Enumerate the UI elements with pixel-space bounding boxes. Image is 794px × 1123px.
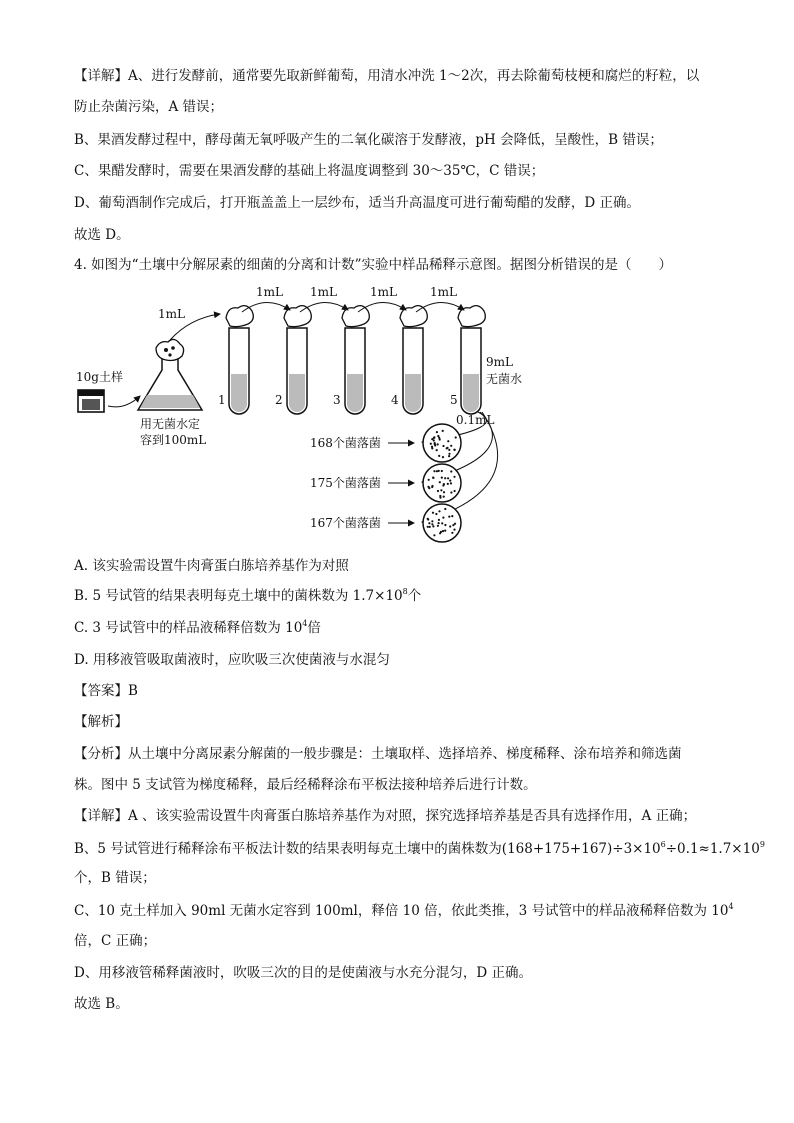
colony-dot <box>433 439 435 441</box>
colony-dot <box>433 534 435 536</box>
colony-dot <box>439 497 441 499</box>
colony-dot <box>448 453 450 455</box>
colony-dot <box>442 430 444 432</box>
colony-dot <box>449 480 451 482</box>
detail-d: D、用移液管稀释菌液时，吹吸三次的目的是使菌液与水充分混匀，D 正确。 <box>74 965 532 981</box>
colony-dot <box>432 512 434 514</box>
option-c: C. 3 号试管中的样品液稀释倍数为 $10^4$倍 <box>74 619 321 636</box>
water-volume-label: 9mL <box>486 355 513 369</box>
colony-dot <box>443 496 445 498</box>
q4-conclusion: 故选 B。 <box>74 996 129 1012</box>
q3-detail-line1: 【详解】A、进行发酵前，通常要先取新鲜葡萄，用清水冲洗 1～2次，再去除葡萄枝梗和腐烂的籽粒，以 <box>74 68 700 84</box>
transfer-label: 1mL <box>430 285 457 299</box>
colony-dot <box>438 455 440 457</box>
colony-dot <box>442 445 444 447</box>
colony-dot <box>442 456 444 458</box>
transfer-label: 1mL <box>256 285 283 299</box>
colony-dot <box>431 523 433 525</box>
colony-dot <box>431 520 433 522</box>
colony-dot <box>446 447 448 449</box>
colony-dot <box>442 530 444 532</box>
colony-dot <box>438 519 440 521</box>
q3-conclusion: 故选 D。 <box>74 227 130 243</box>
colony-dot <box>437 525 439 527</box>
colony-dot <box>454 449 456 451</box>
colony-dot <box>441 522 443 524</box>
colony-dot <box>427 518 429 520</box>
soil-to-flask-arrow <box>108 396 140 407</box>
colony-dot <box>431 447 433 449</box>
colony-dot <box>441 477 443 479</box>
colony-dot <box>434 443 436 445</box>
dilution-diagram <box>70 278 540 550</box>
colony-dot <box>447 440 449 442</box>
colony-dot <box>431 485 433 487</box>
colony-dot <box>438 470 440 472</box>
colony-dot <box>427 486 429 488</box>
colony-dot <box>455 436 457 438</box>
colony-dot <box>433 470 435 472</box>
colony-dot <box>435 513 437 515</box>
colony-dot <box>437 443 439 445</box>
colony-dot <box>450 445 452 447</box>
analysis-heading: 【解析】 <box>74 714 128 730</box>
transfer-label: 1mL <box>310 285 337 299</box>
colony-dot <box>428 479 430 481</box>
tube-number-3: 3 <box>333 393 341 407</box>
soil-label: 10g土样 <box>76 370 123 384</box>
colony-dot <box>441 470 443 472</box>
detail-a: 【详解】A 、该实验需设置牛肉膏蛋白胨培养基作为对照，探究选择培养基是否具有选择作用，A 正确； <box>74 808 697 824</box>
petri-plate <box>423 464 461 502</box>
colony-dot <box>432 525 434 527</box>
option-b: B. 5 号试管的结果表明每克土壤中的菌株数为 $1.7\times 10^8$个 <box>74 587 422 604</box>
transfer-label-first: 1mL <box>158 307 185 321</box>
colony-dot <box>451 532 453 534</box>
colony-dot <box>442 517 444 519</box>
colony-dot <box>433 436 435 438</box>
tube-number-2: 2 <box>275 393 283 407</box>
q3-detail-line2: 防止杂菌污染，A 错误； <box>74 99 224 115</box>
colony-dot <box>450 482 452 484</box>
colony-dot <box>436 431 438 433</box>
colony-dot <box>432 477 434 479</box>
colony-dot <box>440 489 442 491</box>
test-tube <box>342 306 369 414</box>
plate-count-label: 168个菌落菌 <box>310 436 381 450</box>
tube-number-4: 4 <box>391 393 399 407</box>
colony-dot <box>453 529 455 531</box>
tube-number-5: 5 <box>450 393 458 407</box>
water-label: 无菌水 <box>486 372 523 386</box>
test-tube <box>400 306 427 414</box>
colony-dot <box>448 449 450 451</box>
colony-dot <box>440 531 442 533</box>
option-d: D. 用移液管吸取菌液时，应吹吸三次使菌液与水混匀 <box>74 652 390 668</box>
analysis-line1: 【分析】从土壤中分离尿素分解菌的一般步骤是：土壤取样、选择培养、梯度稀释、涂布培养和筛选菌 <box>74 746 682 762</box>
colony-dot <box>443 491 445 493</box>
q3-detail-d: D、葡萄酒制作完成后，打开瓶盖盖上一层纱布，适当升高温度可进行葡萄醋的发酵，D 正确。 <box>74 195 640 211</box>
plating-volume-label: 0.1mL <box>456 413 495 427</box>
colony-dot <box>428 522 430 524</box>
plate-count-label: 167个菌落菌 <box>310 516 381 530</box>
colony-dot <box>449 525 451 527</box>
detail-c-line2: 倍，C 正确； <box>74 933 157 949</box>
detail-b: B、5 号试管进行稀释涂布平板法计数的结果表明每克土壤中的菌株数为$(168+175+167)\div 3\times 10^6\div 0.1\approx 1.7\times 10^9$ <box>74 840 765 857</box>
colony-dot <box>429 526 431 528</box>
colony-dot <box>437 490 439 492</box>
colony-dot <box>438 522 440 524</box>
detail-b-line2: 个，B 错误； <box>74 870 156 886</box>
colony-dot <box>450 470 452 472</box>
colony-dot <box>451 515 453 517</box>
colony-dot <box>437 435 439 437</box>
petri-plate <box>423 424 461 462</box>
option-a: A. 该实验需设置牛肉膏蛋白胨培养基作为对照 <box>74 558 349 574</box>
colony-dot <box>427 526 429 528</box>
analysis-line2: 株。图中 5 支试管为梯度稀释，最后经稀释涂布平板法接种培养后进行计数。 <box>74 777 537 793</box>
colony-dot <box>454 490 456 492</box>
colony-dot <box>447 477 449 479</box>
flask-icon <box>138 339 202 410</box>
colony-dot <box>444 530 446 532</box>
colony-dot <box>438 510 440 512</box>
colony-dot <box>430 443 432 445</box>
colony-dot <box>443 483 445 485</box>
colony-dot <box>444 508 446 510</box>
colony-dot <box>444 524 446 526</box>
flask-label-1: 用无菌水定 <box>140 417 201 431</box>
test-tube <box>458 306 485 414</box>
answer: 【答案】B <box>74 683 138 699</box>
transfer-label: 1mL <box>370 285 397 299</box>
tube-number-1: 1 <box>218 393 226 407</box>
colony-dot <box>452 524 454 526</box>
flask-label-2: 容到100mL <box>140 433 207 447</box>
colony-dot <box>436 449 438 451</box>
soil-container-icon <box>78 390 104 412</box>
colony-dot <box>448 455 450 457</box>
petri-plates <box>423 424 461 542</box>
q3-detail-b: B、果酒发酵过程中，酵母菌无氧呼吸产生的二氧化碳溶于发酵液，pH 会降低，呈酸性，B 错误； <box>74 132 663 148</box>
colony-dot <box>448 516 450 518</box>
colony-dot <box>450 491 452 493</box>
colony-dot <box>453 476 455 478</box>
test-tube <box>226 306 253 414</box>
q4-stem: 4. 如图为“土壤中分解尿素的细菌的分离和计数”实验中样品稀释示意图。据图分析错误的是（ ） <box>74 257 672 273</box>
colony-dot <box>439 481 441 483</box>
colony-dot <box>444 477 446 479</box>
colony-dot <box>447 483 449 485</box>
detail-c: C、10 克土样加入 90ml 无菌水定容到 100ml，释倍 10 倍，依此类推，3 号试管中的样品液稀释倍数为 $10^4$ <box>74 902 734 919</box>
q3-detail-c: C、果醋发酵时，需要在果酒发酵的基础上将温度调整到 30～35℃，C 错误； <box>74 163 545 179</box>
plate-count-label: 175个菌落菌 <box>310 476 381 490</box>
test-tube <box>284 306 311 414</box>
